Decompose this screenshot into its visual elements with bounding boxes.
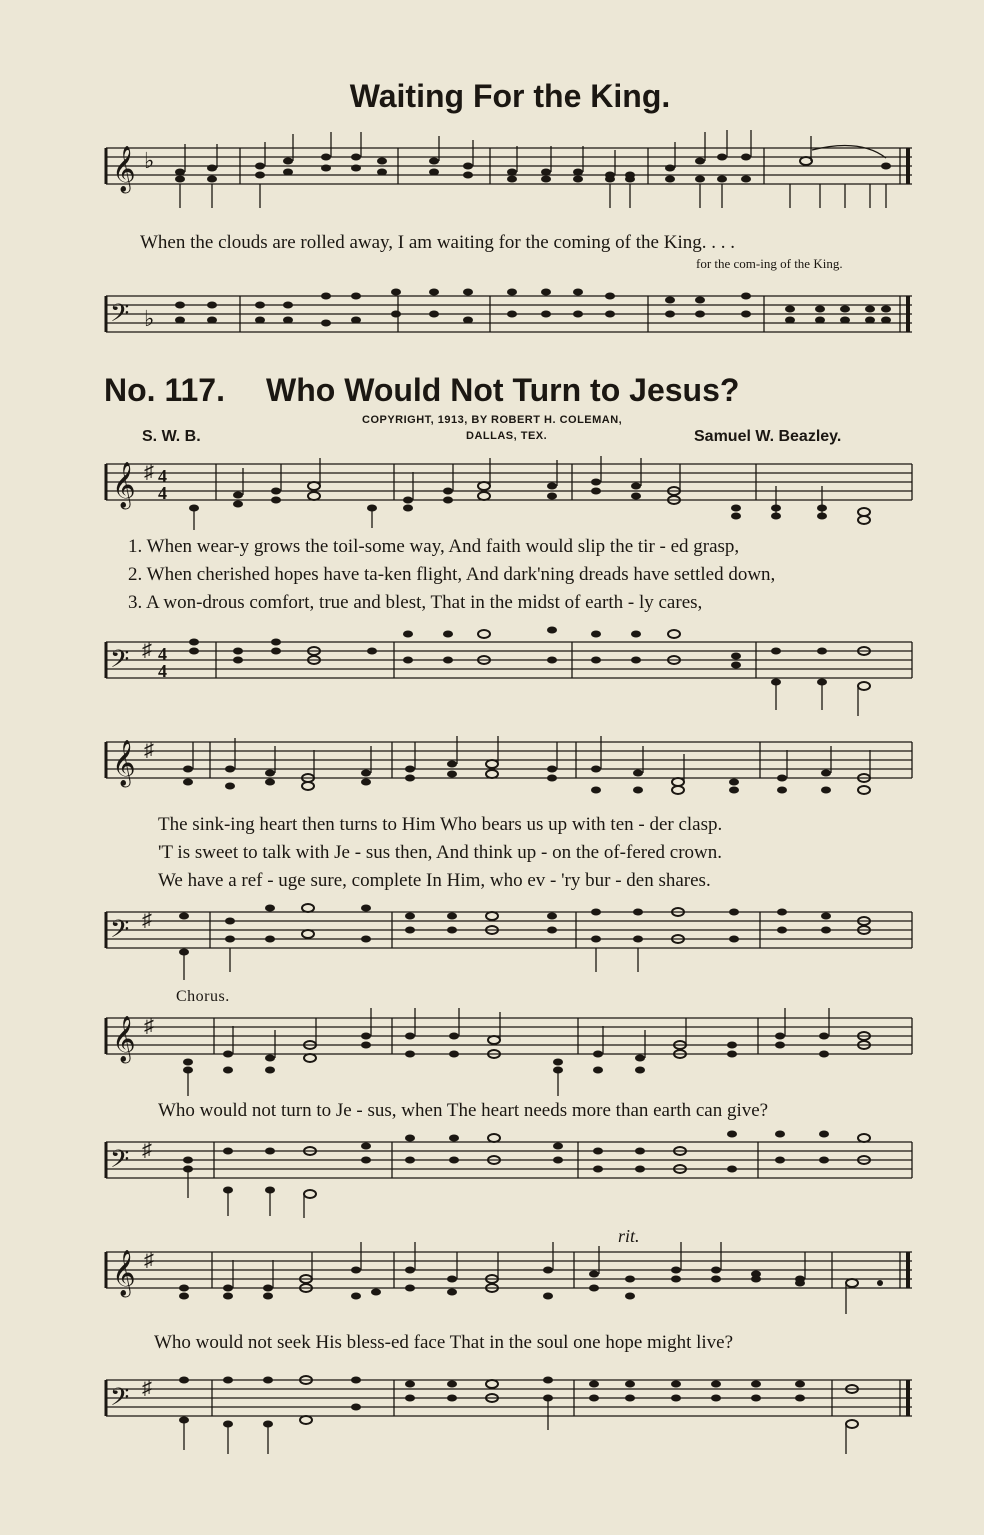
sharp-icon: ♯ [142,1377,152,1399]
staff-lines [100,728,918,812]
chorus-line-1: Who would not turn to Je - sus, when The heart needs more than earth can give? [158,1100,769,1121]
verse-1-line-b: The sink-ing heart then turns to Him Who bears us up with ten - der clasp. [158,814,723,835]
copyright-line-2: DALLAS, TEX. [466,430,548,442]
verse-3-line-a: 3. A won-drous comfort, true and blest, That in the midst of earth - ly cares, [128,592,703,613]
flat-icon: ♭ [144,306,155,331]
sharp-icon: ♯ [142,909,152,931]
tempo-mark-rit: rit. [618,1226,640,1246]
system-2-treble-staff [100,728,918,812]
sharp-icon: ♯ [142,639,152,661]
verse-1-line-a: 1. When wear-y grows the toil-some way, And faith would slip the tir - ed grasp, [128,536,740,557]
svg-text:4: 4 [158,644,167,664]
hymn-one-echo-lyric: for the com-ing of the King. [696,256,843,271]
system-3-treble-staff [100,1004,918,1100]
flat-icon: ♭ [144,148,155,173]
sharp-icon: ♯ [142,1139,152,1161]
notes [189,627,870,691]
staff-lines [100,1238,918,1328]
lyricist: S. W. B. [142,428,201,445]
verse-2-line-a: 2. When cherished hopes have ta-ken flight, And dark'ning dreads have settled down, [128,564,776,585]
staff-lines [100,1124,918,1220]
svg-text:4: 4 [158,661,167,681]
bass-clef-icon: 𝄢 [110,1146,130,1179]
staff-lines [100,450,918,534]
notes [183,1131,870,1199]
treble-clef-icon: 𝄞 [112,1016,136,1061]
composer: Samuel W. Beazley. [694,428,842,445]
notes [183,1032,870,1074]
hymn-one-title: Waiting For the King. [349,78,671,114]
staff-lines [100,892,918,992]
svg-text:4: 4 [158,483,167,503]
hymn-two-number: No. 117. [104,372,225,408]
system-1-treble-staff [100,450,918,534]
verse-2-line-b: 'T is sweet to talk with Je - sus then, And think up - on the of-fered crown. [158,842,722,863]
staff-lines [100,620,918,720]
system-4-treble-staff [100,1238,918,1328]
treble-clef-icon: 𝄞 [112,462,136,507]
svg-text:4: 4 [158,466,167,486]
bass-clef-icon: 𝄢 [110,300,130,333]
staff-lines [100,128,918,228]
verse-3-line-b: We have a ref - uge sure, complete In Him, who ev - 'ry bur - den shares. [158,870,711,891]
notes [183,760,870,794]
notes [179,1267,883,1300]
hymn-one-treble-staff [100,128,918,228]
staff-lines [100,276,918,366]
staff-lines [100,1360,918,1460]
bass-clef-icon: 𝄢 [110,916,130,949]
notes [189,479,870,525]
bass-clef-icon: 𝄢 [110,646,130,679]
sharp-icon: ♯ [144,1249,154,1271]
copyright-line-1: COPYRIGHT, 1913, BY ROBERT H. COLEMAN, [362,414,623,426]
hymn-two-title: Who Would Not Turn to Jesus? [266,372,740,408]
system-2-bass-staff [100,892,918,992]
notes [179,1376,858,1428]
sharp-icon: ♯ [144,1015,154,1037]
sharp-icon: ♯ [144,461,154,483]
chorus-line-2: Who would not seek His bless-ed face That in the soul one hope might live? [154,1332,734,1353]
treble-clef-icon: 𝄞 [112,1250,136,1295]
staff-lines [100,1004,918,1100]
hymn-one-bass-staff [100,276,918,366]
sharp-icon: ♯ [144,739,154,761]
system-1-bass-staff [100,620,918,720]
notes [175,154,891,183]
treble-clef-icon: 𝄞 [112,146,136,191]
hymn-one-lyric: When the clouds are rolled away, I am waiting for the coming of the King. . . . [140,232,735,253]
bass-clef-icon: 𝄢 [110,1384,130,1417]
notes [175,289,891,327]
treble-clef-icon: 𝄞 [112,740,136,785]
chorus-label: Chorus. [176,988,230,1005]
system-4-bass-staff [100,1360,918,1460]
system-3-bass-staff [100,1124,918,1220]
